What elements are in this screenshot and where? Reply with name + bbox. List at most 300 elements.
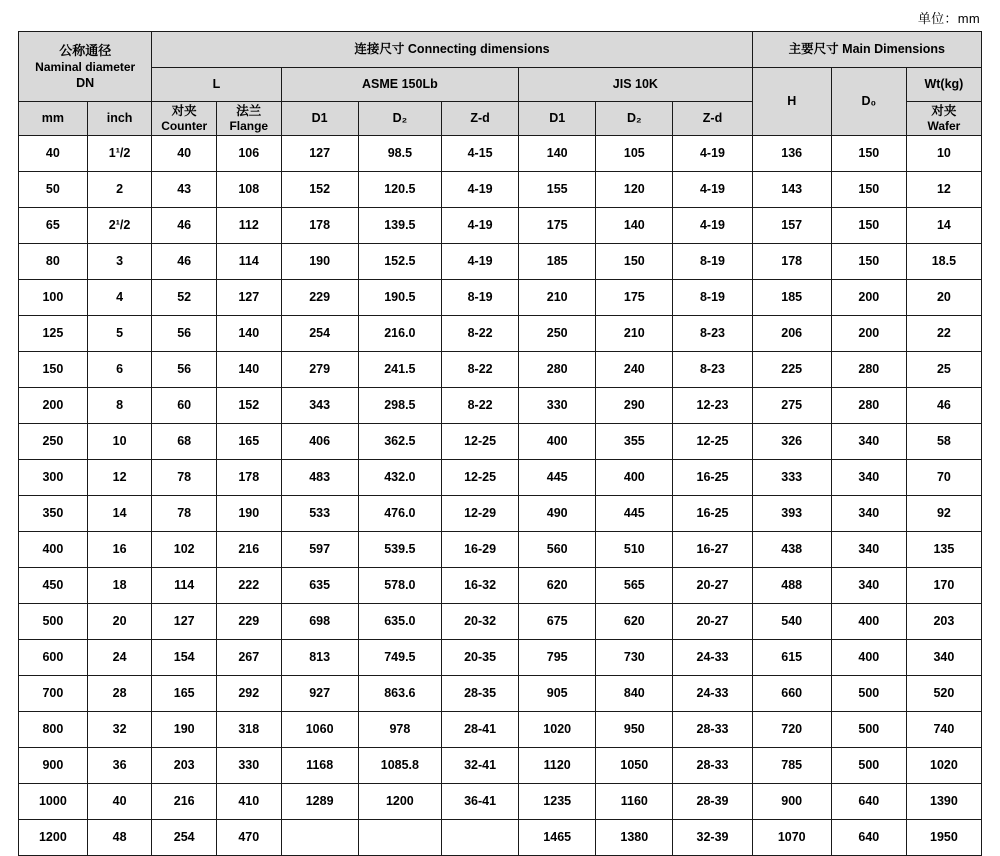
table-row — [19, 568, 982, 604]
header-wt: Wt(kg) — [906, 68, 981, 102]
cell-asme-zd: 12-25 — [442, 424, 519, 460]
cell-jis-d2: 1380 — [596, 820, 673, 856]
cell-asme-d2: 241.5 — [358, 352, 441, 388]
cell-h: 615 — [752, 640, 831, 676]
header-connecting-en: Connecting dimensions — [407, 42, 550, 57]
cell-l-counter: 254 — [152, 820, 217, 856]
header-asme-d2: D₂ — [358, 102, 441, 136]
cell-jis-d1: 675 — [519, 604, 596, 640]
header-nominal-diameter-cn: 公称通径 — [59, 43, 112, 59]
header-h: H — [752, 68, 831, 136]
table-row — [19, 172, 982, 208]
cell-asme-d2: 362.5 — [358, 424, 441, 460]
table-body — [19, 136, 982, 856]
cell-jis-d1: 795 — [519, 640, 596, 676]
cell-jis-zd: 24-33 — [673, 676, 752, 712]
cell-dn-mm: 50 — [19, 172, 88, 208]
cell-dn-inch: 10 — [87, 424, 152, 460]
cell-asme-zd: 16-29 — [442, 532, 519, 568]
cell-l-flange: 127 — [216, 280, 281, 316]
cell-asme-zd: 16-32 — [442, 568, 519, 604]
cell-d0: 500 — [831, 712, 906, 748]
cell-wt: 18.5 — [906, 244, 981, 280]
header-main-en: Main Dimensions — [842, 42, 945, 57]
cell-dn-mm: 100 — [19, 280, 88, 316]
cell-h: 275 — [752, 388, 831, 424]
cell-dn-inch: 40 — [87, 784, 152, 820]
cell-l-flange: 190 — [216, 496, 281, 532]
cell-wt: 520 — [906, 676, 981, 712]
cell-jis-zd: 12-25 — [673, 424, 752, 460]
cell-asme-d2: 578.0 — [358, 568, 441, 604]
cell-asme-zd: 4-19 — [442, 208, 519, 244]
cell-asme-d2: 98.5 — [358, 136, 441, 172]
cell-asme-d1: 229 — [281, 280, 358, 316]
cell-jis-d2: 565 — [596, 568, 673, 604]
cell-asme-zd: 8-22 — [442, 388, 519, 424]
cell-jis-zd: 8-23 — [673, 352, 752, 388]
cell-jis-zd: 16-25 — [673, 496, 752, 532]
cell-asme-zd: 20-35 — [442, 640, 519, 676]
cell-asme-d1: 127 — [281, 136, 358, 172]
cell-l-flange: 330 — [216, 748, 281, 784]
cell-wt: 203 — [906, 604, 981, 640]
cell-jis-d1: 280 — [519, 352, 596, 388]
cell-l-flange: 152 — [216, 388, 281, 424]
table-row — [19, 820, 982, 856]
cell-l-counter: 68 — [152, 424, 217, 460]
header-asme-zd: Z-d — [442, 102, 519, 136]
cell-dn-inch: 20 — [87, 604, 152, 640]
cell-asme-zd: 8-22 — [442, 316, 519, 352]
cell-dn-inch: 4 — [87, 280, 152, 316]
cell-d0: 500 — [831, 676, 906, 712]
cell-jis-zd: 8-23 — [673, 316, 752, 352]
cell-dn-mm: 40 — [19, 136, 88, 172]
cell-l-flange: 140 — [216, 316, 281, 352]
header-l-flange-cn: 法兰 — [236, 103, 262, 118]
cell-asme-d2: 120.5 — [358, 172, 441, 208]
table-row — [19, 460, 982, 496]
table-row — [19, 388, 982, 424]
cell-l-counter: 78 — [152, 460, 217, 496]
cell-wt: 340 — [906, 640, 981, 676]
cell-l-counter: 127 — [152, 604, 217, 640]
cell-jis-zd: 24-33 — [673, 640, 752, 676]
cell-dn-inch: 48 — [87, 820, 152, 856]
cell-h: 720 — [752, 712, 831, 748]
cell-wt: 58 — [906, 424, 981, 460]
header-l: L — [152, 68, 281, 102]
cell-d0: 340 — [831, 424, 906, 460]
cell-l-flange: 216 — [216, 532, 281, 568]
table-row — [19, 352, 982, 388]
cell-asme-zd: 20-32 — [442, 604, 519, 640]
cell-jis-d1: 155 — [519, 172, 596, 208]
cell-jis-d2: 150 — [596, 244, 673, 280]
header-jis: JIS 10K — [519, 68, 752, 102]
header-l-flange-en: Flange — [229, 118, 269, 133]
cell-d0: 640 — [831, 784, 906, 820]
cell-h: 900 — [752, 784, 831, 820]
cell-l-counter: 78 — [152, 496, 217, 532]
cell-jis-d2: 355 — [596, 424, 673, 460]
cell-h: 333 — [752, 460, 831, 496]
cell-jis-d1: 620 — [519, 568, 596, 604]
cell-jis-zd: 4-19 — [673, 172, 752, 208]
cell-jis-d2: 210 — [596, 316, 673, 352]
cell-asme-d2: 298.5 — [358, 388, 441, 424]
header-jis-d1: D1 — [519, 102, 596, 136]
cell-jis-zd: 20-27 — [673, 604, 752, 640]
cell-dn-mm: 200 — [19, 388, 88, 424]
cell-l-counter: 46 — [152, 208, 217, 244]
cell-asme-d2: 476.0 — [358, 496, 441, 532]
cell-dn-mm: 400 — [19, 532, 88, 568]
cell-jis-d2: 140 — [596, 208, 673, 244]
cell-l-flange: 292 — [216, 676, 281, 712]
cell-asme-d1: 1168 — [281, 748, 358, 784]
header-nominal-diameter-dn: DN — [76, 75, 95, 90]
cell-asme-zd — [442, 820, 519, 856]
cell-dn-inch: 18 — [87, 568, 152, 604]
cell-asme-d2: 863.6 — [358, 676, 441, 712]
header-main-dimensions — [752, 32, 981, 68]
cell-jis-d2: 730 — [596, 640, 673, 676]
table-row — [19, 316, 982, 352]
cell-dn-mm: 800 — [19, 712, 88, 748]
cell-l-flange: 222 — [216, 568, 281, 604]
cell-jis-zd: 12-23 — [673, 388, 752, 424]
cell-h: 540 — [752, 604, 831, 640]
table-row — [19, 712, 982, 748]
cell-asme-zd: 8-22 — [442, 352, 519, 388]
cell-jis-d1: 330 — [519, 388, 596, 424]
cell-l-flange: 114 — [216, 244, 281, 280]
cell-dn-inch: 28 — [87, 676, 152, 712]
cell-d0: 200 — [831, 280, 906, 316]
cell-asme-d1: 1060 — [281, 712, 358, 748]
table-row — [19, 604, 982, 640]
cell-jis-d2: 950 — [596, 712, 673, 748]
cell-wt: 22 — [906, 316, 981, 352]
cell-asme-d2: 190.5 — [358, 280, 441, 316]
cell-d0: 340 — [831, 568, 906, 604]
cell-asme-d2: 1200 — [358, 784, 441, 820]
cell-asme-d2: 749.5 — [358, 640, 441, 676]
header-connecting-cn: 连接尺寸 — [354, 42, 405, 57]
table-row — [19, 208, 982, 244]
header-l-counter — [152, 102, 217, 136]
cell-jis-d1: 905 — [519, 676, 596, 712]
cell-asme-d1: 483 — [281, 460, 358, 496]
cell-jis-zd: 8-19 — [673, 280, 752, 316]
cell-l-counter: 154 — [152, 640, 217, 676]
cell-asme-zd: 4-19 — [442, 244, 519, 280]
cell-h: 438 — [752, 532, 831, 568]
cell-d0: 400 — [831, 604, 906, 640]
cell-h: 185 — [752, 280, 831, 316]
cell-d0: 200 — [831, 316, 906, 352]
cell-jis-d1: 490 — [519, 496, 596, 532]
cell-jis-d1: 1465 — [519, 820, 596, 856]
table-row — [19, 496, 982, 532]
table-row — [19, 244, 982, 280]
cell-asme-d1: 152 — [281, 172, 358, 208]
cell-dn-mm: 700 — [19, 676, 88, 712]
cell-dn-mm: 250 — [19, 424, 88, 460]
cell-d0: 280 — [831, 388, 906, 424]
cell-dn-inch: 24 — [87, 640, 152, 676]
cell-jis-d2: 1050 — [596, 748, 673, 784]
header-asme-d1: D1 — [281, 102, 358, 136]
cell-asme-d2: 139.5 — [358, 208, 441, 244]
cell-h: 143 — [752, 172, 831, 208]
cell-d0: 500 — [831, 748, 906, 784]
cell-d0: 340 — [831, 532, 906, 568]
cell-jis-zd: 16-25 — [673, 460, 752, 496]
cell-asme-zd: 4-15 — [442, 136, 519, 172]
cell-asme-zd: 28-41 — [442, 712, 519, 748]
cell-jis-zd: 28-39 — [673, 784, 752, 820]
cell-jis-zd: 28-33 — [673, 712, 752, 748]
cell-d0: 340 — [831, 496, 906, 532]
header-l-flange — [216, 102, 281, 136]
cell-dn-mm: 150 — [19, 352, 88, 388]
table-row — [19, 748, 982, 784]
cell-wt: 70 — [906, 460, 981, 496]
cell-dn-inch: 16 — [87, 532, 152, 568]
cell-h: 136 — [752, 136, 831, 172]
cell-l-counter: 102 — [152, 532, 217, 568]
cell-wt: 10 — [906, 136, 981, 172]
cell-asme-d1: 597 — [281, 532, 358, 568]
table-row — [19, 676, 982, 712]
cell-wt: 1950 — [906, 820, 981, 856]
header-main-cn: 主要尺寸 — [788, 42, 839, 57]
cell-dn-mm: 600 — [19, 640, 88, 676]
cell-wt: 14 — [906, 208, 981, 244]
cell-jis-zd: 8-19 — [673, 244, 752, 280]
cell-jis-zd: 4-19 — [673, 136, 752, 172]
cell-h: 488 — [752, 568, 831, 604]
cell-asme-zd: 12-29 — [442, 496, 519, 532]
cell-asme-d2: 1085.8 — [358, 748, 441, 784]
cell-wt: 12 — [906, 172, 981, 208]
table-row — [19, 640, 982, 676]
cell-jis-d1: 445 — [519, 460, 596, 496]
cell-jis-d1: 560 — [519, 532, 596, 568]
cell-jis-d2: 510 — [596, 532, 673, 568]
cell-asme-zd: 4-19 — [442, 172, 519, 208]
cell-dn-inch: 32 — [87, 712, 152, 748]
cell-d0: 150 — [831, 172, 906, 208]
cell-dn-inch: 12 — [87, 460, 152, 496]
cell-jis-d1: 1235 — [519, 784, 596, 820]
header-wt-wafer-en: Wafer — [927, 118, 961, 133]
cell-asme-zd: 28-35 — [442, 676, 519, 712]
cell-jis-d2: 175 — [596, 280, 673, 316]
cell-jis-d1: 250 — [519, 316, 596, 352]
cell-dn-mm: 1200 — [19, 820, 88, 856]
cell-wt: 25 — [906, 352, 981, 388]
cell-wt: 170 — [906, 568, 981, 604]
header-unit-inch: inch — [87, 102, 152, 136]
cell-d0: 150 — [831, 244, 906, 280]
cell-h: 1070 — [752, 820, 831, 856]
cell-d0: 280 — [831, 352, 906, 388]
cell-l-flange: 267 — [216, 640, 281, 676]
cell-asme-d1: 343 — [281, 388, 358, 424]
cell-l-counter: 46 — [152, 244, 217, 280]
cell-jis-d1: 140 — [519, 136, 596, 172]
table-row — [19, 784, 982, 820]
cell-dn-mm: 125 — [19, 316, 88, 352]
cell-l-counter: 203 — [152, 748, 217, 784]
header-asme: ASME 150Lb — [281, 68, 519, 102]
cell-wt: 135 — [906, 532, 981, 568]
cell-dn-inch: 1¹/2 — [87, 136, 152, 172]
cell-h: 178 — [752, 244, 831, 280]
cell-jis-d2: 1160 — [596, 784, 673, 820]
cell-l-counter: 165 — [152, 676, 217, 712]
cell-l-flange: 106 — [216, 136, 281, 172]
cell-asme-d1: 178 — [281, 208, 358, 244]
header-nominal-diameter — [19, 32, 152, 102]
cell-l-counter: 60 — [152, 388, 217, 424]
cell-asme-d1: 190 — [281, 244, 358, 280]
unit-note: 单位：mm — [917, 11, 980, 26]
cell-l-counter: 43 — [152, 172, 217, 208]
cell-asme-zd: 32-41 — [442, 748, 519, 784]
cell-dn-mm: 500 — [19, 604, 88, 640]
cell-l-counter: 114 — [152, 568, 217, 604]
cell-l-flange: 178 — [216, 460, 281, 496]
cell-dn-inch: 3 — [87, 244, 152, 280]
cell-asme-d2 — [358, 820, 441, 856]
cell-l-counter: 190 — [152, 712, 217, 748]
cell-asme-d2: 152.5 — [358, 244, 441, 280]
cell-jis-d1: 1120 — [519, 748, 596, 784]
header-connecting-dimensions — [152, 32, 752, 68]
cell-jis-d2: 620 — [596, 604, 673, 640]
cell-asme-d1: 1289 — [281, 784, 358, 820]
cell-dn-inch: 8 — [87, 388, 152, 424]
cell-jis-zd: 20-27 — [673, 568, 752, 604]
header-jis-zd: Z-d — [673, 102, 752, 136]
cell-jis-d1: 210 — [519, 280, 596, 316]
table-header — [19, 32, 982, 136]
cell-jis-d1: 400 — [519, 424, 596, 460]
cell-asme-d2: 978 — [358, 712, 441, 748]
cell-asme-zd: 8-19 — [442, 280, 519, 316]
cell-asme-zd: 12-25 — [442, 460, 519, 496]
cell-l-flange: 229 — [216, 604, 281, 640]
cell-l-counter: 52 — [152, 280, 217, 316]
cell-l-flange: 470 — [216, 820, 281, 856]
header-l-counter-en: Counter — [161, 118, 208, 133]
cell-dn-inch: 14 — [87, 496, 152, 532]
header-l-counter-cn: 对夹 — [171, 103, 197, 118]
cell-l-flange: 108 — [216, 172, 281, 208]
cell-dn-mm: 65 — [19, 208, 88, 244]
cell-dn-mm: 80 — [19, 244, 88, 280]
cell-jis-zd: 32-39 — [673, 820, 752, 856]
cell-dn-mm: 1000 — [19, 784, 88, 820]
cell-wt: 740 — [906, 712, 981, 748]
cell-asme-d1: 698 — [281, 604, 358, 640]
cell-asme-d1 — [281, 820, 358, 856]
cell-asme-d1: 635 — [281, 568, 358, 604]
cell-jis-zd: 4-19 — [673, 208, 752, 244]
header-jis-d2: D₂ — [596, 102, 673, 136]
cell-d0: 150 — [831, 208, 906, 244]
cell-jis-d1: 185 — [519, 244, 596, 280]
cell-jis-d1: 175 — [519, 208, 596, 244]
cell-asme-d2: 432.0 — [358, 460, 441, 496]
header-wt-wafer-cn: 对夹 — [931, 103, 957, 118]
cell-dn-inch: 36 — [87, 748, 152, 784]
cell-jis-d1: 1020 — [519, 712, 596, 748]
cell-dn-mm: 450 — [19, 568, 88, 604]
dimensions-table — [18, 31, 982, 856]
cell-asme-d1: 927 — [281, 676, 358, 712]
cell-h: 660 — [752, 676, 831, 712]
header-wt-wafer — [906, 102, 981, 136]
cell-dn-mm: 350 — [19, 496, 88, 532]
cell-asme-d2: 635.0 — [358, 604, 441, 640]
cell-h: 206 — [752, 316, 831, 352]
header-nominal-diameter-en: Naminal diameter — [35, 59, 136, 74]
cell-asme-d2: 216.0 — [358, 316, 441, 352]
table-row — [19, 532, 982, 568]
cell-asme-d1: 533 — [281, 496, 358, 532]
cell-dn-inch: 6 — [87, 352, 152, 388]
cell-dn-mm: 900 — [19, 748, 88, 784]
cell-wt: 1020 — [906, 748, 981, 784]
cell-d0: 340 — [831, 460, 906, 496]
cell-jis-d2: 240 — [596, 352, 673, 388]
cell-jis-zd: 16-27 — [673, 532, 752, 568]
cell-asme-d1: 406 — [281, 424, 358, 460]
cell-asme-d1: 279 — [281, 352, 358, 388]
cell-l-flange: 165 — [216, 424, 281, 460]
cell-jis-d2: 290 — [596, 388, 673, 424]
cell-asme-d2: 539.5 — [358, 532, 441, 568]
cell-jis-d2: 400 — [596, 460, 673, 496]
cell-dn-inch: 5 — [87, 316, 152, 352]
cell-jis-d2: 105 — [596, 136, 673, 172]
cell-jis-zd: 28-33 — [673, 748, 752, 784]
cell-jis-d2: 840 — [596, 676, 673, 712]
cell-dn-inch: 2¹/2 — [87, 208, 152, 244]
cell-h: 393 — [752, 496, 831, 532]
cell-dn-mm: 300 — [19, 460, 88, 496]
cell-jis-d2: 120 — [596, 172, 673, 208]
table-row — [19, 280, 982, 316]
cell-l-counter: 56 — [152, 352, 217, 388]
cell-l-flange: 140 — [216, 352, 281, 388]
cell-wt: 46 — [906, 388, 981, 424]
cell-l-flange: 410 — [216, 784, 281, 820]
cell-jis-d2: 445 — [596, 496, 673, 532]
cell-d0: 400 — [831, 640, 906, 676]
cell-h: 157 — [752, 208, 831, 244]
header-d0: D₀ — [831, 68, 906, 136]
header-unit-mm: mm — [19, 102, 88, 136]
cell-l-counter: 216 — [152, 784, 217, 820]
table-row — [19, 136, 982, 172]
